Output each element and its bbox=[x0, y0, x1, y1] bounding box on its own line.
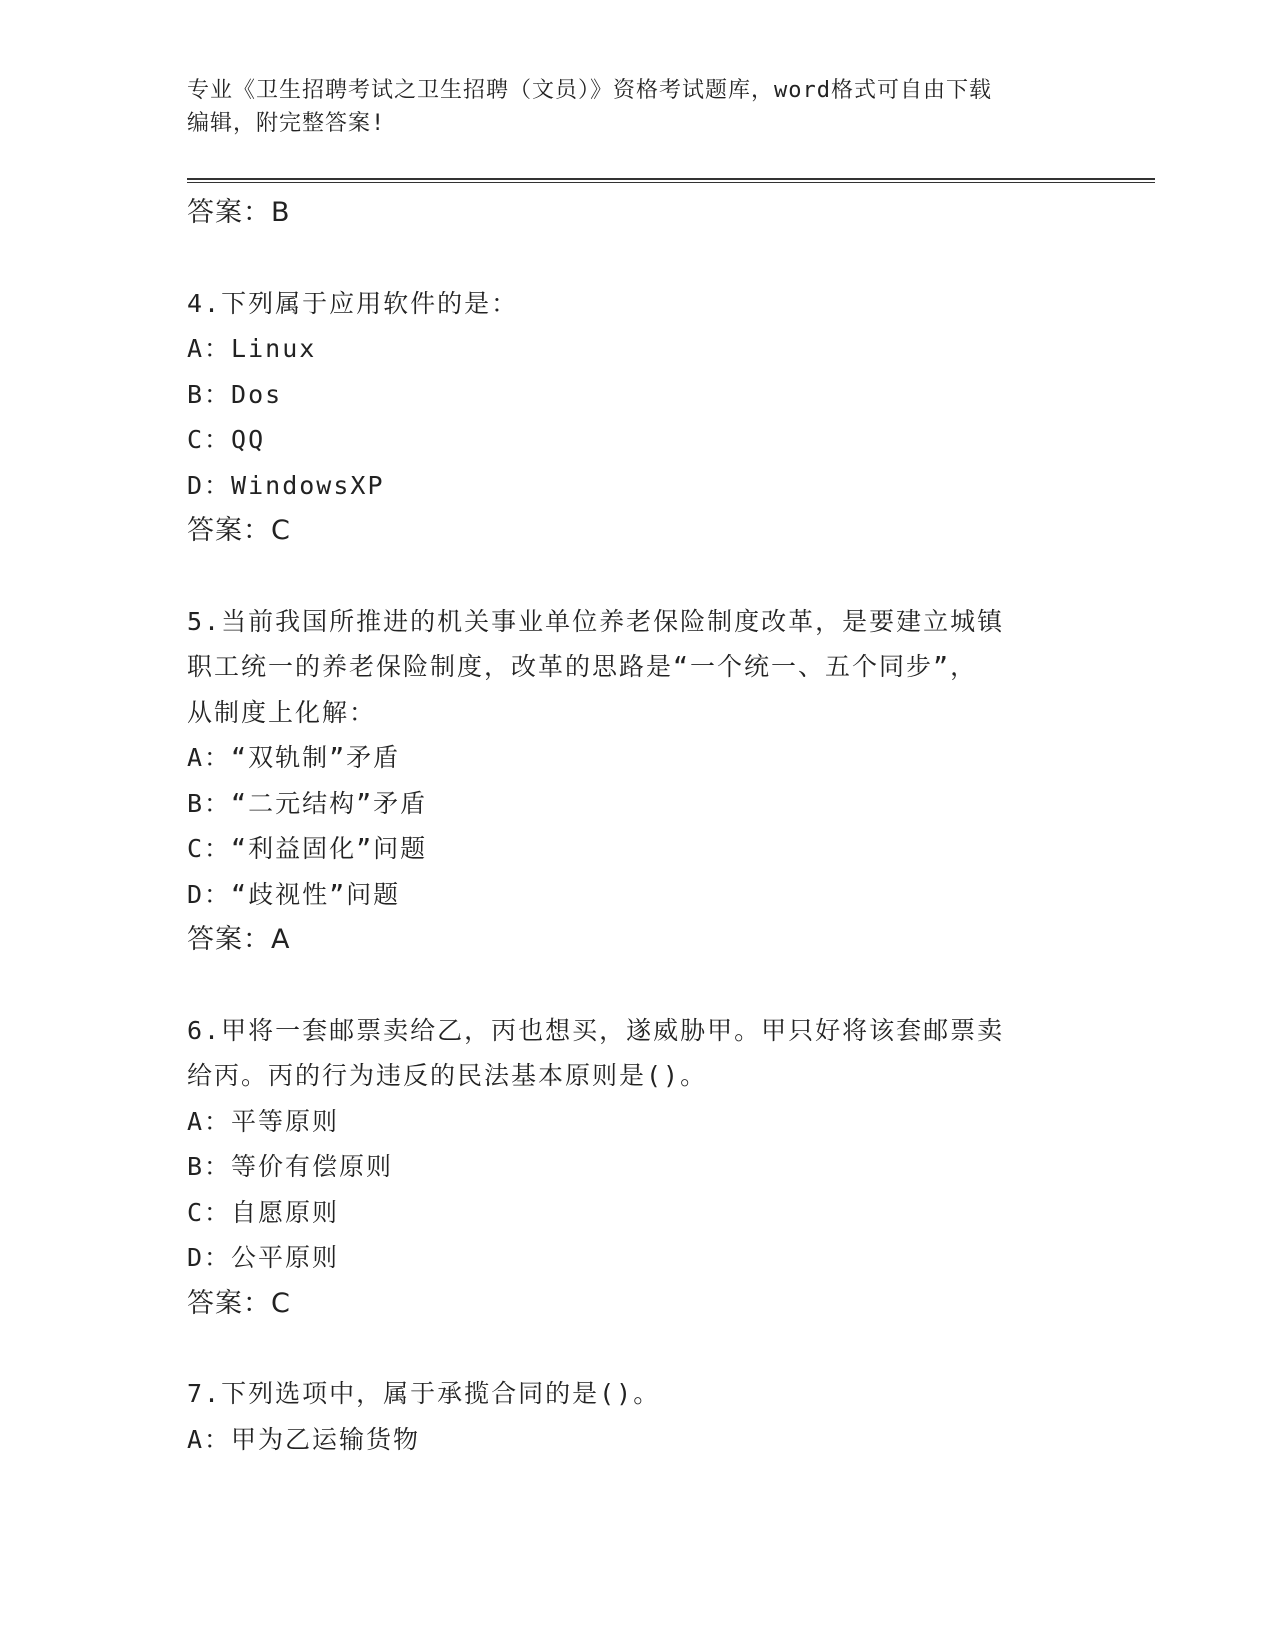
header-line-2: 编辑，附完整答案! bbox=[187, 111, 386, 136]
spacer bbox=[187, 236, 1087, 281]
option-a: A：甲为乙运输货物 bbox=[187, 1424, 421, 1454]
answer-line: 答案：C bbox=[187, 1287, 291, 1319]
option-d: D：公平原则 bbox=[187, 1243, 340, 1272]
question-text: 职工统一的养老保险制度，改革的思路是“一个统一、五个同步”， bbox=[187, 652, 978, 681]
option-c: C：“利益固化”问题 bbox=[187, 834, 428, 863]
header-line-1: 专业《卫生招聘考试之卫生招聘（文员）》资格考试题库，word格式可自由下载 bbox=[187, 78, 992, 103]
question-block bbox=[187, 1008, 1087, 1327]
question-text: 6.甲将一套邮票卖给乙，丙也想买，遂威胁甲。甲只好将该套邮票卖 bbox=[187, 1015, 1005, 1045]
question-block bbox=[187, 281, 1087, 554]
answer-line: 答案：C bbox=[187, 515, 291, 546]
question-block bbox=[187, 1371, 1087, 1462]
answer-line: 答案：A bbox=[187, 924, 291, 955]
header-divider bbox=[187, 178, 1155, 183]
answer-line: 答案：B bbox=[187, 197, 291, 228]
question-content bbox=[187, 190, 1087, 1462]
spacer bbox=[187, 554, 1087, 599]
page-header bbox=[187, 74, 1067, 140]
spacer bbox=[187, 1326, 1087, 1371]
question-text: 5.当前我国所推进的机关事业单位养老保险制度改革，是要建立城镇 bbox=[187, 606, 1005, 636]
option-b: B：等价有偿原则 bbox=[187, 1152, 394, 1181]
option-a: A：Linux bbox=[187, 334, 317, 363]
question-text: 7.下列选项中，属于承揽合同的是()。 bbox=[187, 1379, 661, 1408]
option-b: B：“二元结构”矛盾 bbox=[187, 788, 428, 818]
option-d: D：“歧视性”问题 bbox=[187, 879, 401, 909]
option-a: A：平等原则 bbox=[187, 1106, 340, 1136]
option-a: A：“双轨制”矛盾 bbox=[187, 743, 401, 772]
option-c: C：自愿原则 bbox=[187, 1197, 340, 1227]
option-c: C：QQ bbox=[187, 425, 266, 454]
question-block bbox=[187, 599, 1087, 963]
option-b: B：Dos bbox=[187, 379, 283, 409]
question-text: 4.下列属于应用软件的是： bbox=[187, 288, 519, 318]
question-text: 从制度上化解： bbox=[187, 697, 377, 727]
spacer bbox=[187, 963, 1087, 1008]
question-text: 给丙。丙的行为违反的民法基本原则是()。 bbox=[187, 1061, 708, 1090]
option-d: D：WindowsXP bbox=[187, 470, 385, 500]
